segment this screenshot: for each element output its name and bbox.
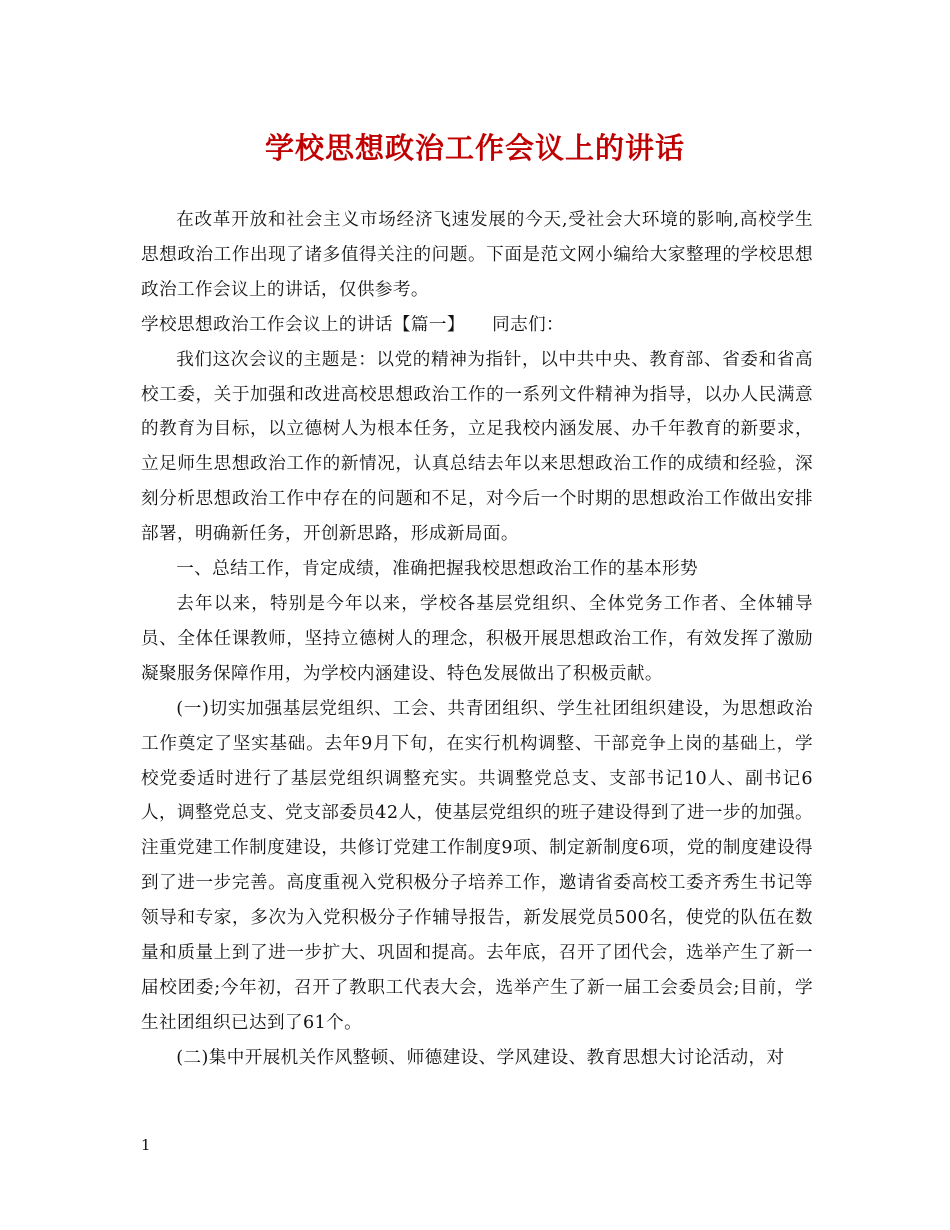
organization-building-paragraph: (一)切实加强基层党组织、工会、共青团组织、学生社团组织建设，为思想政治工作奠定了坚实基础。去年9月下旬，在实行机构调整、干部竞争上岗的基础上，学校党委适时进行了基层党组织调整充实。共调整党总支、支部书记10人、副书记6人，调整党总支、党支部委员42人，使基层党组织的班子建设得到了进一步的加强。注重党建工作制度建设，共修订党建工作制度9项、制定新制度6项，党的制度建设得到了进一步完善。高度重视入党积极分子培养工作，邀请省委高校工委齐秀生书记等领导和专家，多次为入党积极分子作辅导报告，新发展党员500名，使党的队伍在数量和质量上到了进一步扩大、巩固和提高。去年底，召开了团代会，选举产生了新一届校团委;今年初，召开了教职工代表大会，选举产生了新一届工会委员会;目前，学生社团组织已达到了61个。 xyxy=(141,698,813,1033)
section-heading-part-one: 学校思想政治工作会议上的讲话【篇一】 同志们： xyxy=(141,314,565,335)
document-body xyxy=(141,203,813,1076)
meeting-theme-paragraph: 我们这次会议的主题是：以党的精神为指针，以中共中央、教育部、省委和省高校工委，关于加强和改进高校思想政治工作的一系列文件精神为指导，以办人民满意的教育为目标，以立德树人为根本任务，立足我校内涵发展、办千年教育的新要求，立足师生思想政治工作的新情况，认真总结去年以来思想政治工作的成绩和经验，深刻分析思想政治工作中存在的问题和不足，对今后一个时期的思想政治工作做出安排部署，明确新任务，开创新思路，形成新局面。 xyxy=(141,349,813,545)
intro-paragraph: 在改革开放和社会主义市场经济飞速发展的今天,受社会大环境的影响,高校学生思想政治工作出现了诸多值得关注的问题。下面是范文网小编给大家整理的学校思想政治工作会议上的讲话，仅供参考。 xyxy=(141,210,813,300)
achievement-summary-paragraph: 去年以来，特别是今年以来，学校各基层党组织、全体党务工作者、全体辅导员、全体任课教师，坚持立德树人的理念，积极开展思想政治工作，有效发挥了激励凝聚服务保障作用，为学校内涵建设、特色发展做出了积极贡献。 xyxy=(141,593,813,684)
page-number: 1 xyxy=(141,1136,151,1154)
section-one-heading: 一、总结工作，肯定成绩，准确把握我校思想政治工作的基本形势 xyxy=(176,559,699,580)
continued-paragraph: (二)集中开展机关作风整顿、师德建设、学风建设、教育思想大讨论活动，对 xyxy=(176,1047,785,1068)
document-title: 学校思想政治工作会议上的讲话 xyxy=(264,131,685,165)
